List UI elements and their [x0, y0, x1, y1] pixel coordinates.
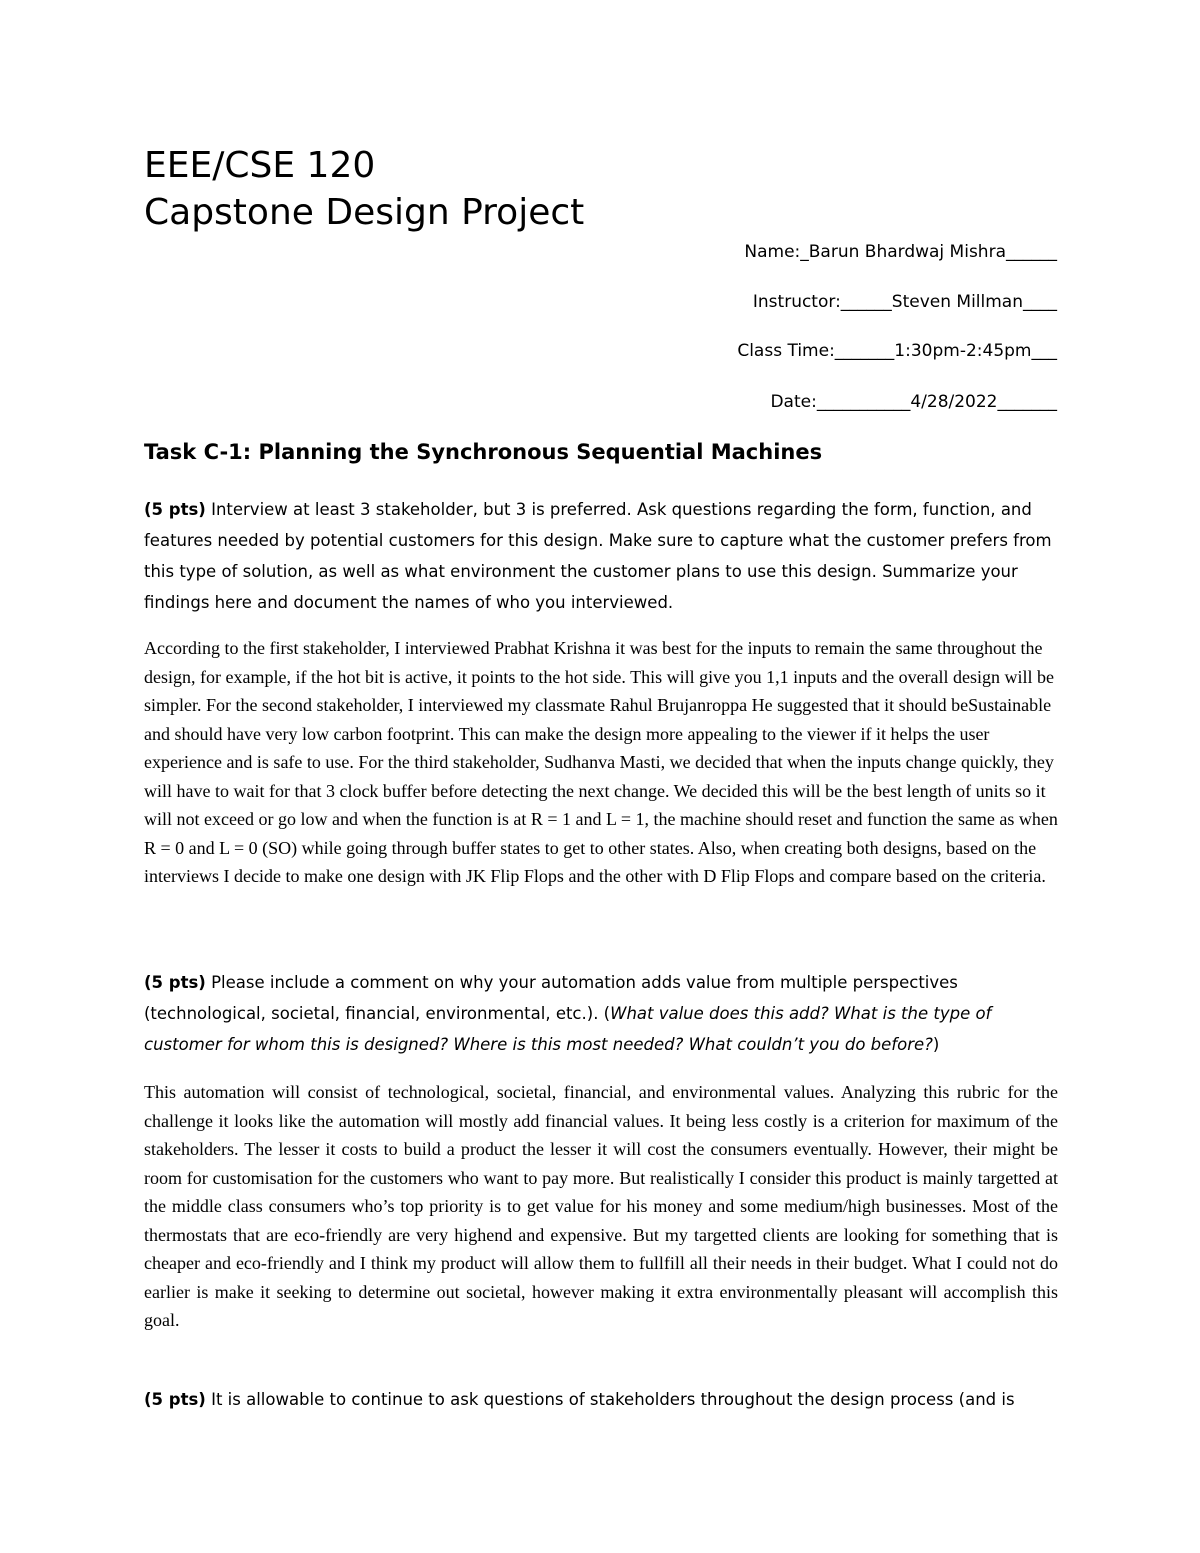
- instructor-field: Instructor:______Steven Millman____: [752, 292, 1057, 312]
- section2-answer: This automation will consist of technological, societal, financial, and environmental values. Analyzing this rubric for the challenge it looks like the automation will mostly add financial values. It being less costly is a criterion for maximum of the stakeholders. The lesser it costs to build a product the lesser it will cost the consumers eventually. However, their might be room for customisation for the customers who want to pay more. But realistically I consider this product is mainly targetted at the middle class consumers who’s top priority is to get value for his money and some medium/high businesses. Most of the thermostats that are eco-friendly are very highend and expensive. But my targetted clients are looking for something that is cheaper and eco-friendly and I think my product will allow them to fullfill all their needs in their budget. What I could not do earlier is make it seeking to determine out societal, however making it extra environmentally pleasant will accomplish this goal.: [144, 1082, 1058, 1330]
- section2-prompt-text: Please include a comment on why your automation adds value from multiple perspectives (technological, societal, financial, environmental, etc.). (: [144, 973, 958, 1023]
- section2-prompt-questions: What value does this add? What is the type of customer for whom this is designed? Where is this most needed? What couldn’t you do before?: [144, 1004, 992, 1054]
- project-title: Capstone Design Project: [144, 192, 585, 233]
- section2-points: (5 pts): [144, 973, 206, 992]
- section3-prompt: [144, 1384, 1058, 1415]
- section3-prompt-text: It is allowable to continue to ask questions of stakeholders throughout the design process (and is: [205, 1390, 1015, 1409]
- section2-prompt: [144, 967, 1058, 1060]
- section1-answer: According to the first stakeholder, I interviewed Prabhat Krishna it was best for the inputs to remain the same throughout the design, for example, if the hot bit is active, it points to the hot side. This will give you 1,1 inputs and the overall design will be simpler. For the second stakeholder, I interviewed my classmate Rahul Brujanroppa He suggested that it should beSustainable and should have very low carbon footprint. This can make the design more appealing to the viewer if it helps the user experience and is safe to use. For the third stakeholder, Sudhanva Masti, we decided that when the inputs change quickly, they will have to wait for that 3 clock buffer before detecting the next change. We decided this will be the best length of units so it will not exceed or go low and when the function is at R = 1 and L = 1, the machine should reset and function the same as when R = 0 and L = 0 (SO) while going through buffer states to get to other states. Also, when creating both designs, based on the interviews I decide to make one design with JK Flip Flops and the other with D Flip Flops and compare based on the criteria.: [144, 638, 1058, 886]
- name-field: Name:_Barun Bhardwaj Mishra______: [744, 242, 1057, 262]
- section3-points: (5 pts): [144, 1390, 206, 1409]
- section1-points: (5 pts): [144, 500, 206, 519]
- title-block: [144, 142, 584, 236]
- section2-prompt-close: ): [932, 1035, 940, 1054]
- section1-prompt: [144, 494, 1058, 618]
- section1-prompt-text: Interview at least 3 stakeholder, but 3 is preferred. Ask questions regarding the form, function, and features needed by potential customers for this design. Make sure to capture what the customer prefers from this type of solution, as well as what environment the customer plans to use this design. Summarize your findings here and document the names of who you interviewed.: [144, 500, 1052, 612]
- date-field: Date:___________4/28/2022_______: [770, 392, 1057, 412]
- course-title: EEE/CSE 120: [144, 145, 376, 186]
- class-time-field: Class Time:_______1:30pm-2:45pm___: [737, 341, 1057, 361]
- task-heading: Task C-1: Planning the Synchronous Sequential Machines: [144, 440, 823, 464]
